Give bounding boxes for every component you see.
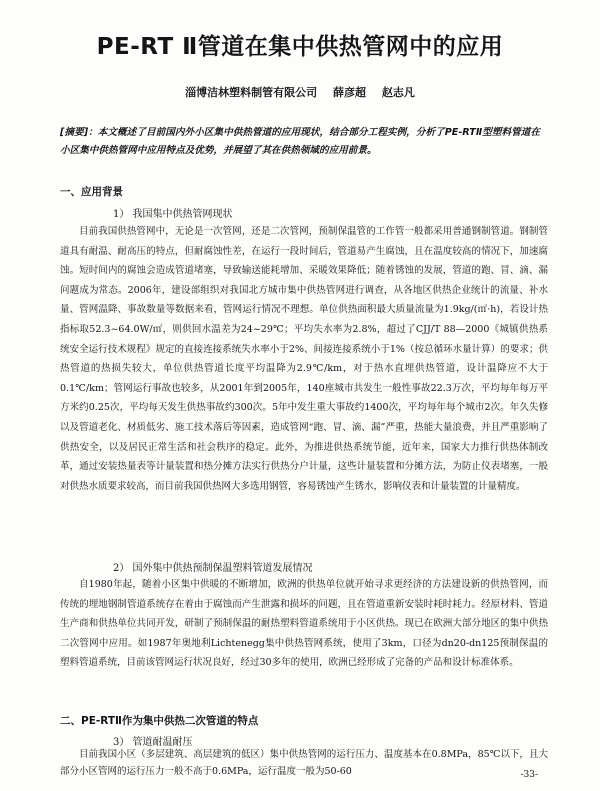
author-name: 薛彦超 (333, 86, 366, 99)
subsection-heading: 1） 我国集中供热管网现状 (113, 209, 233, 220)
body-paragraph: 目前我国小区（多层建筑、高层建筑的低区）集中供热管网的运行压力、温度基本在0.8MPa，85℃以下，且大部分小区管网的运行压力一般不高于0.6MPa，运行温度一般为50-60 (60, 749, 548, 777)
article-title: PE-RT Ⅱ管道在集中供热管网中的应用 (96, 34, 504, 60)
section-heading: 二、PE-RTⅡ作为集中供热二次管道的特点 (60, 715, 259, 727)
section-heading: 一、应用背景 (60, 186, 123, 198)
subsection-heading: 2） 国外集中供热预制保温塑料管道发展情况 (113, 563, 313, 574)
author-organization: 淄博洁林塑料制管有限公司 (185, 86, 318, 99)
body-paragraph: 目前我国供热管网中，无论是一次管网，还是二次管网，预制保温管的工作管一般都采用普通钢制管道。钢制管道具有耐温、耐高压的特点，但耐腐蚀性差，在运行一段时间后，管道易产生腐蚀，且在温度较高的情况下，加速腐蚀。短时间内的腐蚀会造成管道堵塞，导致输送能耗增加、采暖效果降低；随着锈蚀的发展，管道的跑、冒、滴、漏问题成为常态。2006年，建设部组织对我国北方城市集中供热管网进行调查，从各地区供热企业统计的流量、补水量、管网温降、事故数量等数据来看，管网运行情况不理想。单位供热面积最大质量流量为1.9kg/(㎡·h)，若设计热指标取52.3~64.0W/㎡，则供回水温差为24~29℃；平均失水率为2.8%，超过了CJJ/T 88—2000《城镇供热系统安全运行技术规程》规定的直接连接系统失水率小于2%、间接连接系统小于1%（按总循环水量计算）的要求；供热管道的热损失较大，单位供热管道长度平均温降为2.9℃/km，对于热水直埋供热管道，设计温降应不大于0.1℃/km；管网运行事故也较多，从2001年到2005年，140座城市共发生一般性事故22.3万次，平均每年每万平方米约0.25次，平均每天发生供热事故约300次。5年中发生重大事故约1400次，平均每年每个城市2次。年久失修以及管道老化、材质低劣、施工技术落后等因素，造成管网“跑、冒、滴、漏”严重，热能大量浪费，并且严重影响了供热安全，以及居民正常生活和社会秩序的稳定。此外，为推进供热系统节能，近年来，国家大力推行供热体制改革，通过安装热量表等计量装置和热分摊方法实行供热分户计量，这些计量装置和分摊方法，为防止仪表堵塞，一般对供热水质要求较高，而目前我国供热网大多选用钢管，容易锈蚀产生锈水，影响仪表和计量装置的计量精度。 (60, 226, 548, 492)
byline (0, 84, 600, 100)
page-number: -33- (520, 770, 538, 780)
author-name: 赵志凡 (381, 86, 415, 99)
subsection-heading: 3） 管道耐温耐压 (113, 737, 193, 748)
body-paragraph: 自1980年起，随着小区集中供暖的不断增加，欧洲的供热单位就开始寻求更经济的方法建设新的供热管网，而传统的埋地钢制管道系统存在着由于腐蚀而产生泄露和损坏的问题，且在管道重新安装时耗时耗力。经原材料、管道生产商和供热单位共同开发，研制了预制保温的耐热塑料管道系统用于小区供热。现已在欧洲大部分地区的集中供热二次管网中应用。如1987年奥地利Lichtenegg集中供热管网系统，使用了3km，口径为dn20-dn125预制保温的塑料管道系统，目前该管网运行状况良好，经过30多年的使用，欧洲已经形成了完备的产品和设计标准体系。 (60, 579, 548, 669)
abstract: [摘要]：本文概述了目前国内外小区集中供热管道的应用现状，结合部分工程实例，分析了PE-RTⅡ型塑料管道在小区集中供热管网中应用特点及优势，并展望了其在供热领域的应用前景。 (60, 127, 540, 156)
